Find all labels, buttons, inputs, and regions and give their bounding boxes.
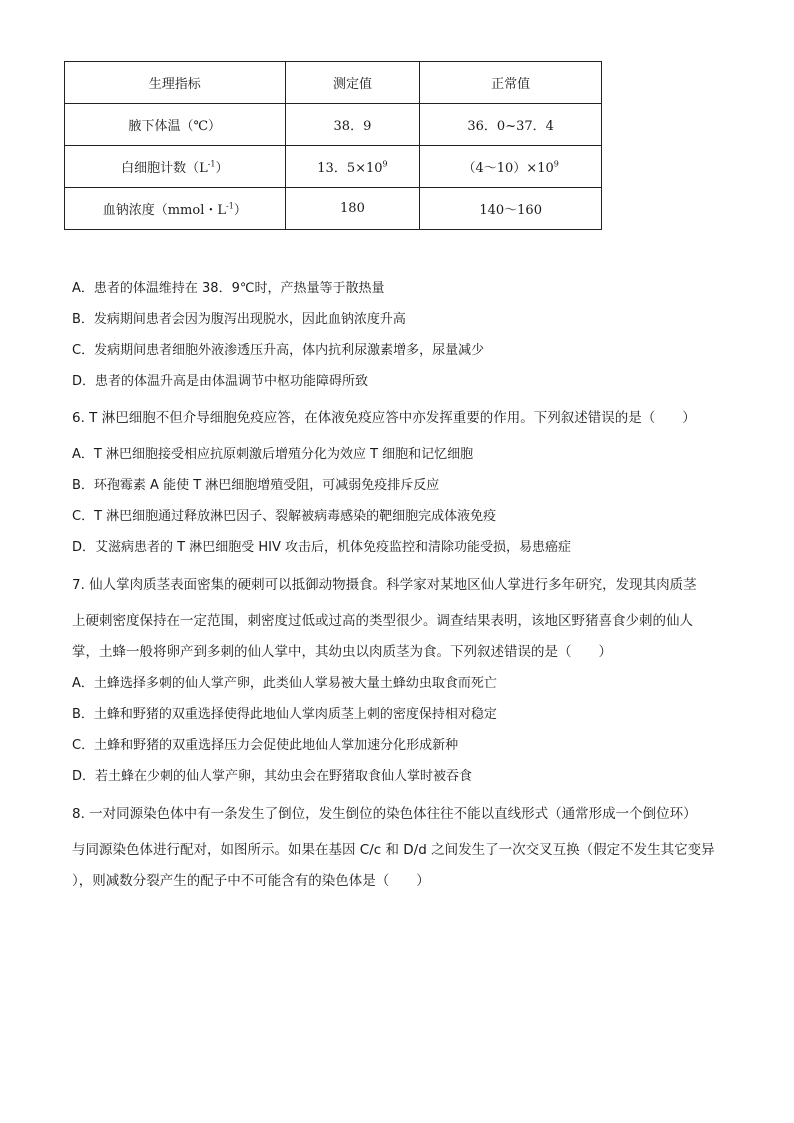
- q7-stem-line: 上硬刺密度保持在一定范围，刺密度过低或过高的类型很少。调查结果表明，该地区野猪喜食少刺的仙人: [72, 613, 693, 629]
- superscript: 9: [553, 159, 559, 169]
- table-cell-measured: 38．9: [285, 104, 420, 146]
- table-header-cell: 测定值: [285, 62, 420, 104]
- q5-option-c: C．发病期间患者细胞外液渗透压升高，体内抗利尿激素增多，尿量减少: [72, 343, 485, 358]
- physiological-indicators-table: [64, 61, 602, 230]
- cell-text: （4～10）×10: [462, 161, 554, 176]
- table-cell-measured: [285, 146, 420, 188]
- cell-text: ）: [215, 161, 229, 176]
- cell-text: ）: [233, 203, 247, 218]
- q6-option-a: A．T 淋巴细胞接受相应抗原刺激后增殖分化为效应 T 细胞和记忆细胞: [72, 447, 474, 462]
- table-row: [65, 146, 602, 188]
- table-header-row: [65, 62, 602, 104]
- q8-stem-line: 与同源染色体进行配对，如图所示。如果在基因 C/c 和 D/d 之间发生了一次交叉互换（假定不发生其它变异: [72, 842, 715, 858]
- table-row: [65, 188, 602, 230]
- table-cell-normal: 36．0~37．4: [420, 104, 602, 146]
- q7-option-a: A．土蜂选择多刺的仙人掌产卵，此类仙人掌易被大量土蜂幼虫取食而死亡: [72, 676, 497, 691]
- superscript: 9: [382, 159, 388, 169]
- table-cell-measured: 180: [285, 188, 420, 230]
- q7-option-d: D．若土蜂在少刺的仙人掌产卵，其幼虫会在野猪取食仙人掌时被吞食: [72, 769, 473, 784]
- table-cell-normal: 140～160: [420, 188, 602, 230]
- q5-option-d: D．患者的体温升高是由体温调节中枢功能障碍所致: [72, 374, 369, 389]
- q5-option-b: B．发病期间患者会因为腹泻出现脱水，因此血钠浓度升高: [72, 312, 406, 327]
- q7-option-b: B．土蜂和野猪的双重选择使得此地仙人掌肉质茎上刺的密度保持相对稳定: [72, 707, 497, 722]
- q7-stem-line: 7. 仙人掌肉质茎表面密集的硬刺可以抵御动物摄食。科学家对某地区仙人掌进行多年研究，发现其肉质茎: [72, 577, 697, 593]
- q7-stem-line: 掌，土蜂一般将卵产到多刺的仙人掌中，其幼虫以肉质茎为食。下列叙述错误的是（ ）: [72, 644, 612, 660]
- superscript: -1: [207, 159, 216, 169]
- table-header-cell: 正常值: [420, 62, 602, 104]
- q6-option-b: B．环孢霉素 A 能使 T 淋巴细胞增殖受阻，可减弱免疫排斥反应: [72, 478, 440, 493]
- q5-option-a: A．患者的体温维持在 38．9℃时，产热量等于散热量: [72, 281, 385, 296]
- cell-text: 白细胞计数（L: [121, 161, 208, 176]
- table-cell-indicator: [65, 188, 286, 230]
- cell-text: 血钠浓度（mmol・L: [102, 203, 227, 218]
- q8-stem-line: 8. 一对同源染色体中有一条发生了倒位，发生倒位的染色体往往不能以直线形式（通常形成一个倒位环）: [72, 806, 697, 822]
- table-cell-indicator: 腋下体温（℃）: [65, 104, 286, 146]
- q7-option-c: C．土蜂和野猪的双重选择压力会促使此地仙人掌加速分化形成新种: [72, 738, 459, 753]
- table-header-cell: 生理指标: [65, 62, 286, 104]
- q6-option-d: D．艾滋病患者的 T 淋巴细胞受 HIV 攻击后，机体免疫监控和清除功能受损，易患癌症: [72, 540, 571, 555]
- table-cell-normal: [420, 146, 602, 188]
- q8-stem-line: ），则减数分裂产生的配子中不可能含有的染色体是（ ）: [72, 873, 430, 889]
- superscript: -1: [226, 201, 234, 211]
- table-row: [65, 104, 602, 146]
- q6-option-c: C．T 淋巴细胞通过释放淋巴因子、裂解被病毒感染的靶细胞完成体液免疫: [72, 509, 497, 524]
- table-cell-indicator: [65, 146, 286, 188]
- cell-text: 13．5×10: [317, 161, 383, 176]
- q6-stem: 6. T 淋巴细胞不但介导细胞免疫应答，在体液免疫应答中亦发挥重要的作用。下列叙述错误的是（ ）: [72, 410, 696, 426]
